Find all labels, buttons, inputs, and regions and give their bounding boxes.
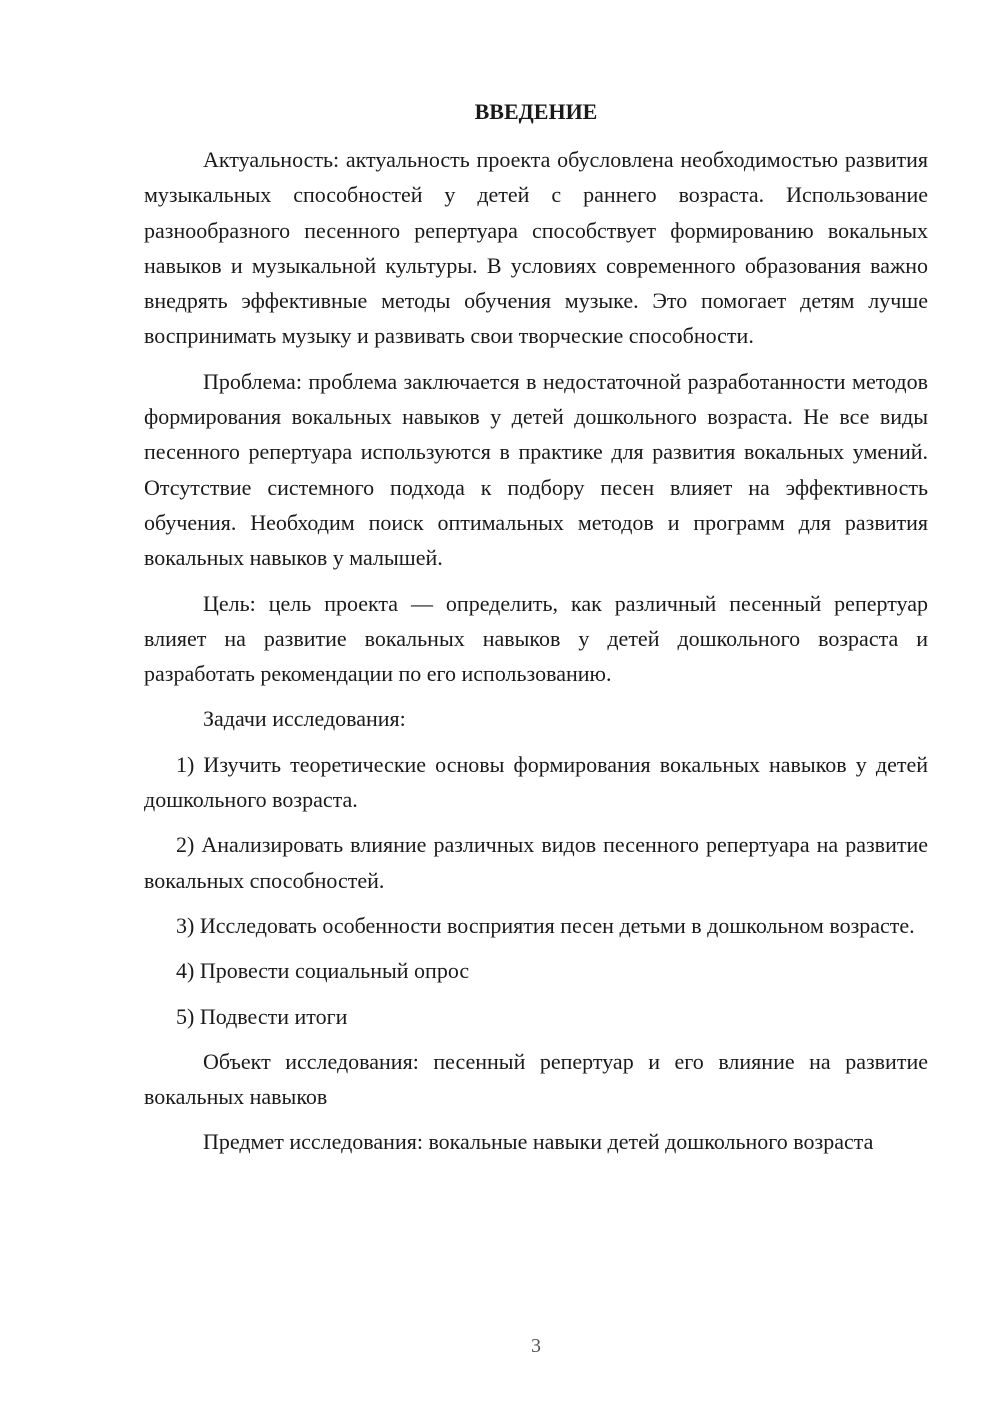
task-item-5: 5) Подвести итоги [176, 1003, 348, 1029]
section-title: ВВЕДЕНИЕ [474, 99, 598, 124]
task-item-2: 2) Анализировать влияние различных видов песенного репертуара на развитие вокальных способностей. [144, 832, 928, 893]
tasks-heading: Задачи исследования: [203, 706, 406, 732]
problem-paragraph: Проблема: проблема заключается в недостаточной разработанности методов формирования вокальных навыков у детей дошкольного возраста. Не все виды песенного репертуара используются в практике для развития вокальных умений. Отсутствие системного подхода к подбору песен влияет на эффективность обучения. Необходим поиск оптимальных методов и программ для развития вокальных навыков у малышей. [144, 368, 928, 571]
task-item-3: 3) Исследовать особенности восприятия песен детьми в дошкольном возрасте. [176, 912, 915, 938]
goal-paragraph: Цель: цель проекта — определить, как различный песенный репертуар влияет на развитие вокальных навыков у детей дошкольного возраста и разработать рекомендации по его использованию. [144, 590, 928, 687]
relevance-paragraph: Актуальность: актуальность проекта обусловлена необходимостью развития музыкальных способностей у детей с раннего возраста. Использование разнообразного песенного репертуара способствует формированию вокальных навыков и музыкальной культуры. В условиях современного образования важно внедрять эффективные методы обучения музыке. Это помогает детям лучше воспринимать музыку и развивать свои творческие способности. [144, 147, 928, 349]
subject-paragraph: Предмет исследования: вокальные навыки детей дошкольного возраста [203, 1129, 874, 1155]
task-item-1: 1) Изучить теоретические основы формирования вокальных навыков у детей дошкольного возраста. [144, 751, 928, 813]
page-content [144, 94, 928, 1170]
object-paragraph: Объект исследования: песенный репертуар и его влияние на развитие вокальных навыков [144, 1048, 928, 1110]
page-number: 3 [531, 1335, 541, 1357]
task-item-4: 4) Провести социальный опрос [176, 958, 470, 984]
